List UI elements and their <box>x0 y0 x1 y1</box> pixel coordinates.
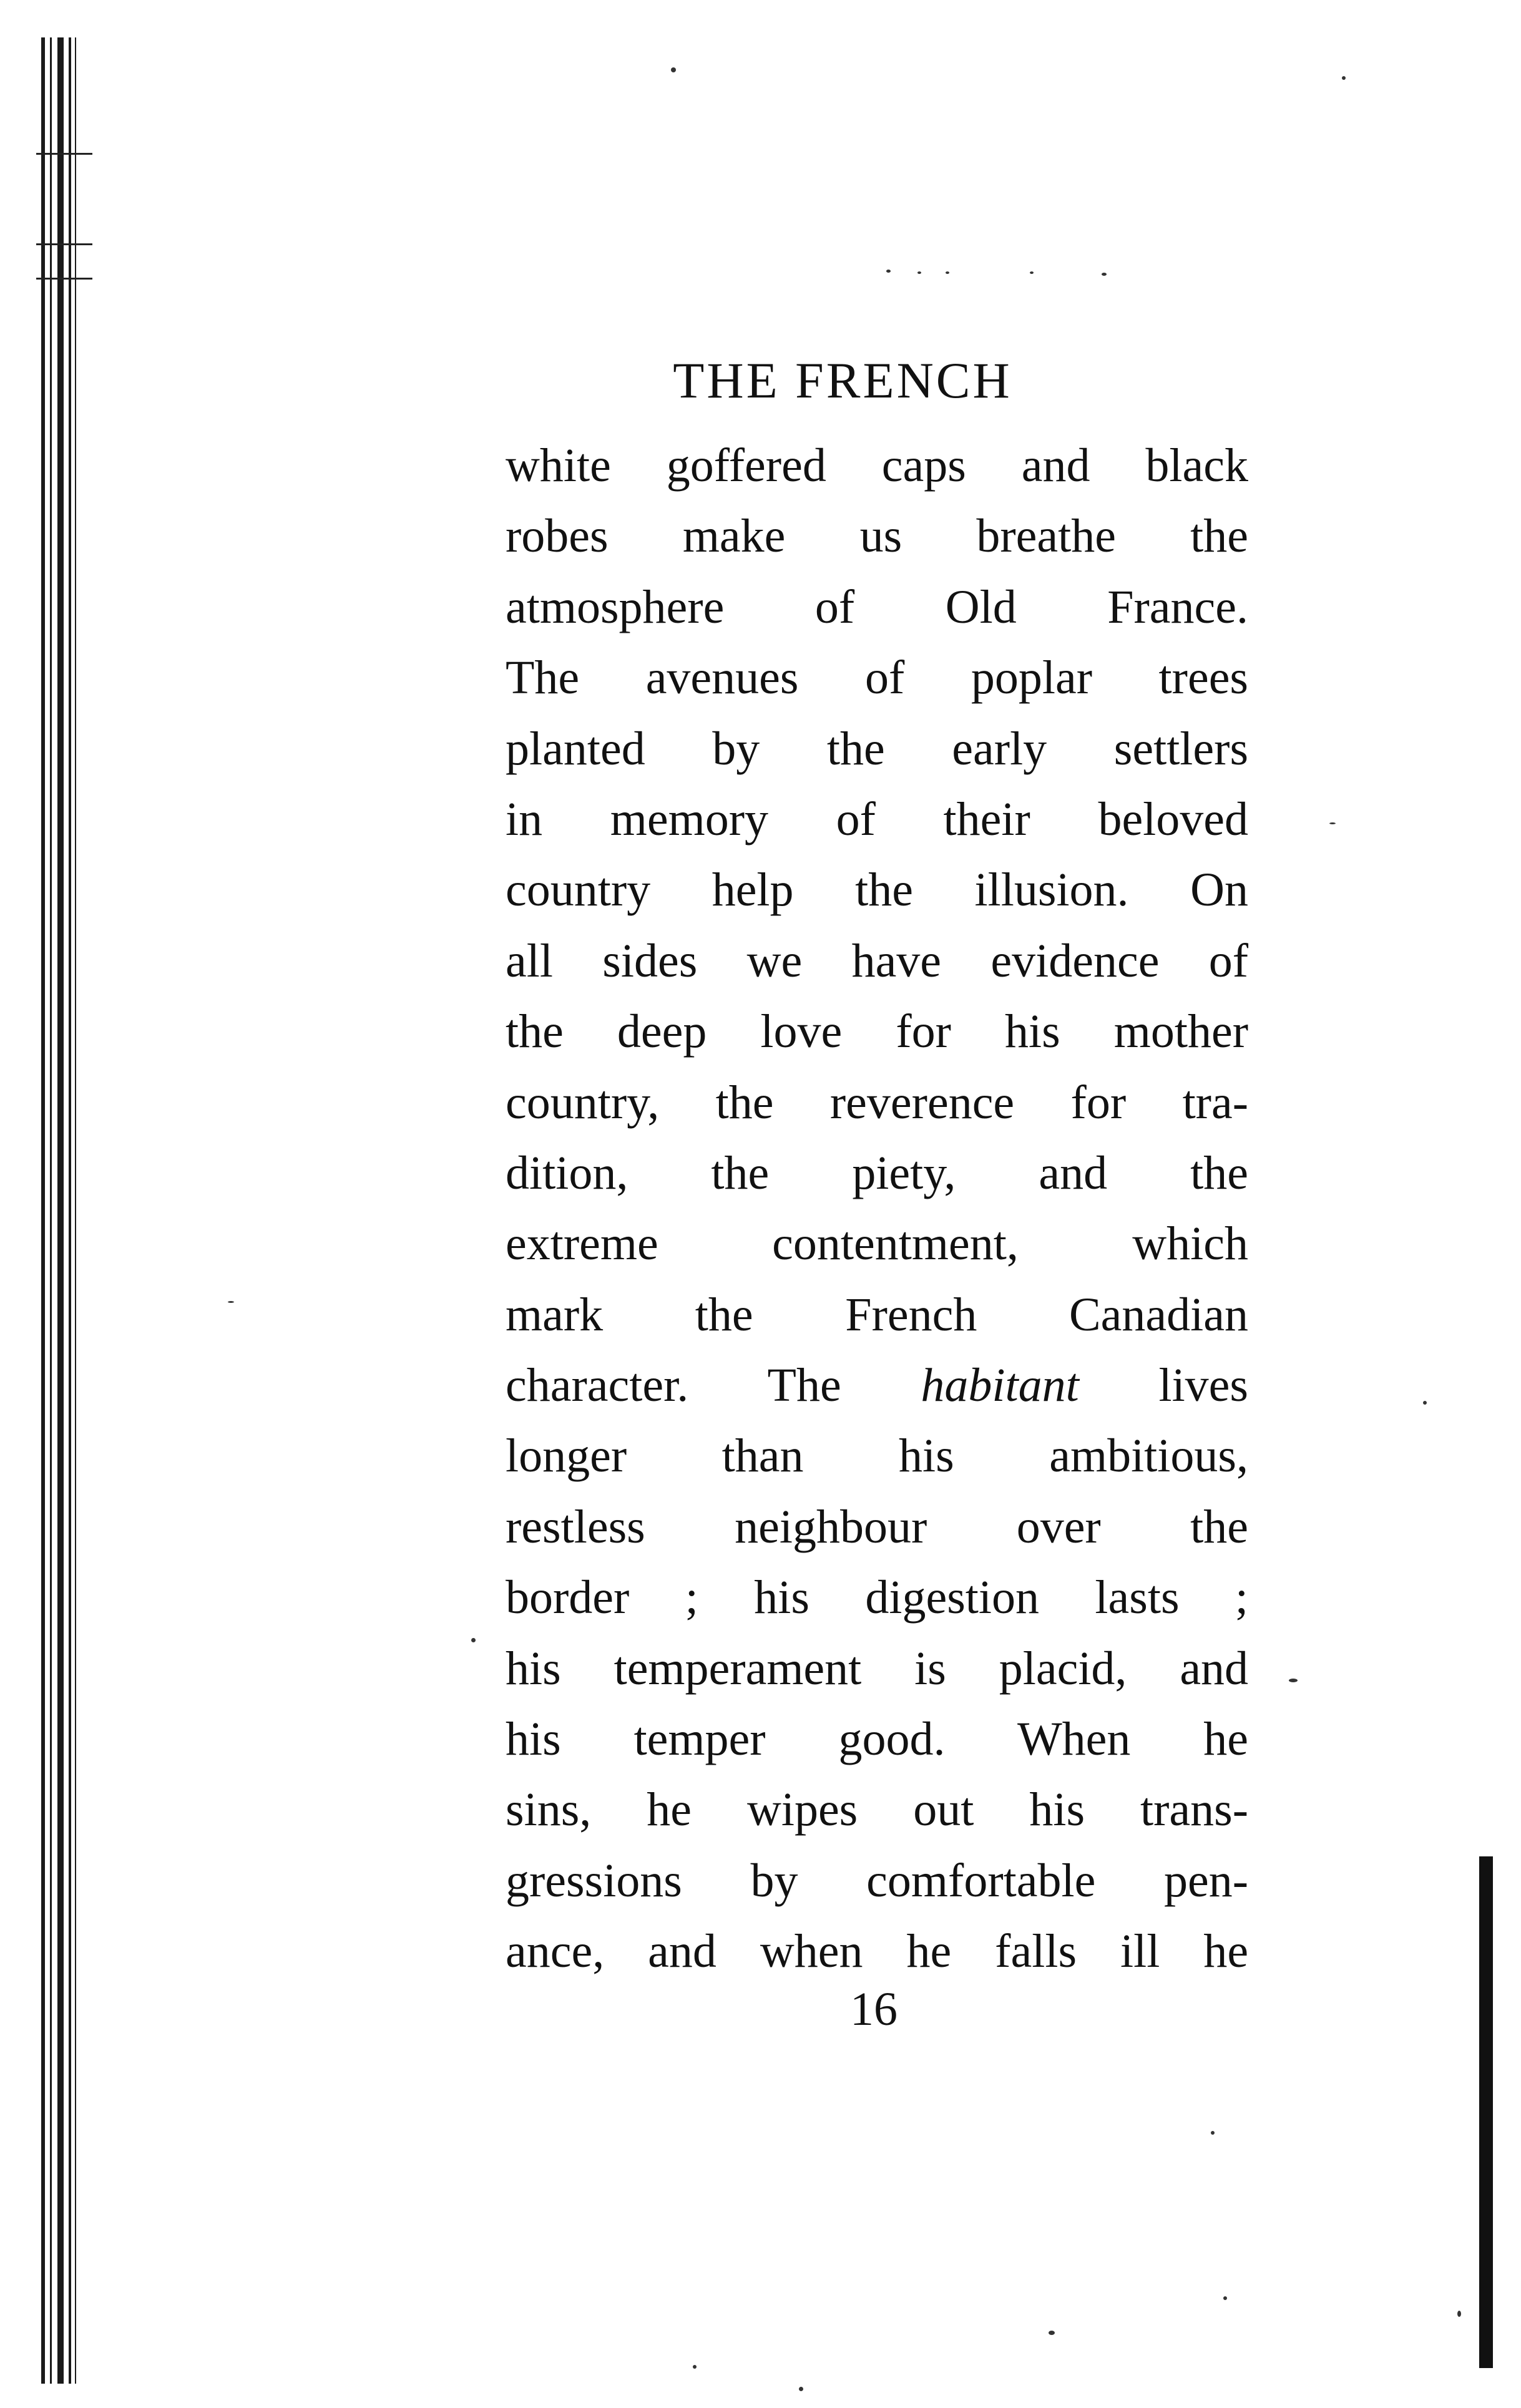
word: of <box>814 580 855 633</box>
scan-speck <box>1211 2131 1215 2135</box>
text-line <box>506 1421 1248 1491</box>
scan-speck <box>1423 1401 1427 1405</box>
word: On <box>1190 864 1248 917</box>
word: country, <box>506 1076 660 1129</box>
word: than <box>721 1430 804 1483</box>
word: of <box>865 651 905 704</box>
word: good. <box>838 1713 946 1766</box>
word: his <box>1005 1005 1060 1058</box>
word: temper <box>633 1713 766 1766</box>
text-line <box>506 1634 1248 1704</box>
word: robes <box>506 510 609 563</box>
word: neighbour <box>735 1500 927 1553</box>
word: which <box>1132 1217 1248 1270</box>
word: his <box>506 1713 561 1766</box>
scan-speck <box>917 271 921 274</box>
word: the <box>506 1005 564 1058</box>
word: evidence <box>990 934 1160 987</box>
word: tra- <box>1182 1076 1249 1129</box>
text-line <box>506 784 1248 855</box>
scan-speck <box>671 67 676 72</box>
text-line <box>506 1704 1248 1775</box>
word: is <box>914 1642 946 1695</box>
word: the <box>1190 1146 1249 1199</box>
word: the <box>695 1288 753 1341</box>
word: lives <box>1158 1359 1248 1412</box>
word: gressions <box>506 1854 682 1907</box>
word: the <box>855 864 913 917</box>
word: deep <box>617 1005 707 1058</box>
word: breathe <box>976 510 1116 563</box>
scan-speck <box>946 271 949 274</box>
word: in <box>506 792 543 846</box>
word: pen- <box>1163 1854 1249 1907</box>
word: of <box>1208 934 1249 987</box>
word: extreme <box>506 1217 658 1270</box>
word: illusion. <box>974 864 1129 917</box>
word: When <box>1017 1713 1131 1766</box>
word: white <box>506 439 611 492</box>
text-line <box>506 501 1248 572</box>
text-line <box>506 572 1248 643</box>
word: by <box>712 722 760 775</box>
word: the <box>715 1076 774 1129</box>
text-line <box>506 1492 1248 1562</box>
word: the <box>1190 1500 1249 1553</box>
word: reverence <box>829 1076 1015 1129</box>
scan-speck <box>1102 273 1107 276</box>
word: character. <box>506 1359 689 1412</box>
word: Canadian <box>1069 1288 1248 1341</box>
word: by <box>750 1854 798 1907</box>
word: their <box>943 792 1030 846</box>
word: longer <box>506 1430 627 1483</box>
word: of <box>836 792 876 846</box>
word: placid, <box>999 1642 1127 1695</box>
word: restless <box>506 1500 645 1553</box>
word: Old <box>945 580 1017 633</box>
word: over <box>1016 1500 1101 1553</box>
word: out <box>913 1783 974 1836</box>
word: black <box>1145 439 1249 492</box>
word: and <box>1180 1642 1249 1695</box>
word: and <box>1039 1146 1108 1199</box>
italic-word: habitant <box>921 1359 1079 1412</box>
word: his <box>1029 1783 1085 1836</box>
text-line <box>506 1775 1248 1845</box>
word: atmosphere <box>506 580 725 633</box>
word: ; <box>1235 1571 1249 1624</box>
word: help <box>712 864 794 917</box>
word: the <box>711 1146 770 1199</box>
scan-speck <box>693 2365 697 2369</box>
binding-edge-left <box>36 37 105 2384</box>
word: he <box>1203 1925 1249 1978</box>
scan-speck <box>1223 2296 1227 2300</box>
word: mother <box>1113 1005 1249 1058</box>
word: country <box>506 864 651 917</box>
word: The <box>506 651 580 704</box>
scan-speck <box>1049 2331 1055 2335</box>
word: poplar <box>971 651 1092 704</box>
word: make <box>682 510 786 563</box>
word: the <box>1190 510 1249 563</box>
text-line <box>506 643 1248 713</box>
word: piety, <box>852 1146 956 1199</box>
word: dition, <box>506 1146 628 1199</box>
word: when <box>760 1925 863 1978</box>
word: lasts <box>1095 1571 1180 1624</box>
word: memory <box>610 792 769 846</box>
word: the <box>826 722 885 775</box>
scan-speck <box>1030 271 1034 274</box>
word: ; <box>685 1571 698 1624</box>
text-line <box>506 431 1248 501</box>
word: love <box>760 1005 843 1058</box>
word: The <box>767 1359 841 1412</box>
word: goffered <box>666 439 826 492</box>
word: his <box>899 1430 954 1483</box>
text-line <box>506 997 1248 1067</box>
body-text <box>506 431 1248 1987</box>
word: French <box>845 1288 977 1341</box>
word: ambitious, <box>1049 1430 1248 1483</box>
scan-speck <box>799 2387 803 2391</box>
word: ance, <box>506 1925 605 1978</box>
word: falls <box>995 1925 1077 1978</box>
word: settlers <box>1113 722 1249 775</box>
word: trees <box>1158 651 1248 704</box>
text-line <box>506 855 1248 925</box>
text-line <box>506 1138 1248 1209</box>
word: caps <box>881 439 966 492</box>
word: border <box>506 1571 630 1624</box>
word: us <box>859 510 902 563</box>
word: have <box>851 934 942 987</box>
word: all <box>506 934 553 987</box>
word: wipes <box>746 1783 858 1836</box>
word: ill <box>1120 1925 1160 1978</box>
word: he <box>906 1925 952 1978</box>
page-number: 16 <box>850 1983 897 2035</box>
word: sides <box>602 934 698 987</box>
word: temperament <box>614 1642 862 1695</box>
word: digestion <box>865 1571 1040 1624</box>
text-line <box>506 1209 1248 1279</box>
scan-speck <box>471 1638 476 1642</box>
text-line <box>506 1068 1248 1138</box>
text-line <box>506 714 1248 784</box>
scan-speck <box>886 270 891 273</box>
word: for <box>1070 1076 1127 1129</box>
running-head: THE FRENCH <box>673 352 1012 409</box>
text-line <box>506 1846 1248 1916</box>
word: mark <box>506 1288 604 1341</box>
binding-edge-right <box>1479 1856 1493 2368</box>
scan-speck <box>1329 822 1336 824</box>
scan-speck <box>1289 1679 1298 1682</box>
word: contentment, <box>772 1217 1019 1270</box>
word: he <box>1203 1713 1248 1766</box>
scan-speck <box>1342 76 1346 80</box>
word: he <box>647 1783 692 1836</box>
word: beloved <box>1098 792 1249 846</box>
word: his <box>506 1642 561 1695</box>
word: comfortable <box>866 1854 1096 1907</box>
word: we <box>746 934 803 987</box>
word: trans- <box>1140 1783 1249 1836</box>
word: and <box>648 1925 716 1978</box>
text-line <box>506 1916 1248 1987</box>
word: sins, <box>506 1783 592 1836</box>
word: and <box>1021 439 1090 492</box>
word: his <box>754 1571 809 1624</box>
word: early <box>952 722 1047 775</box>
text-line <box>506 1562 1248 1633</box>
word: planted <box>506 722 645 775</box>
word: France. <box>1107 580 1248 633</box>
text-line <box>506 1280 1248 1350</box>
text-line <box>506 926 1248 997</box>
text-line <box>506 1350 1248 1421</box>
scan-speck <box>228 1301 234 1303</box>
word: for <box>896 1005 951 1058</box>
scan-speck <box>1457 2311 1461 2317</box>
word: avenues <box>645 651 799 704</box>
